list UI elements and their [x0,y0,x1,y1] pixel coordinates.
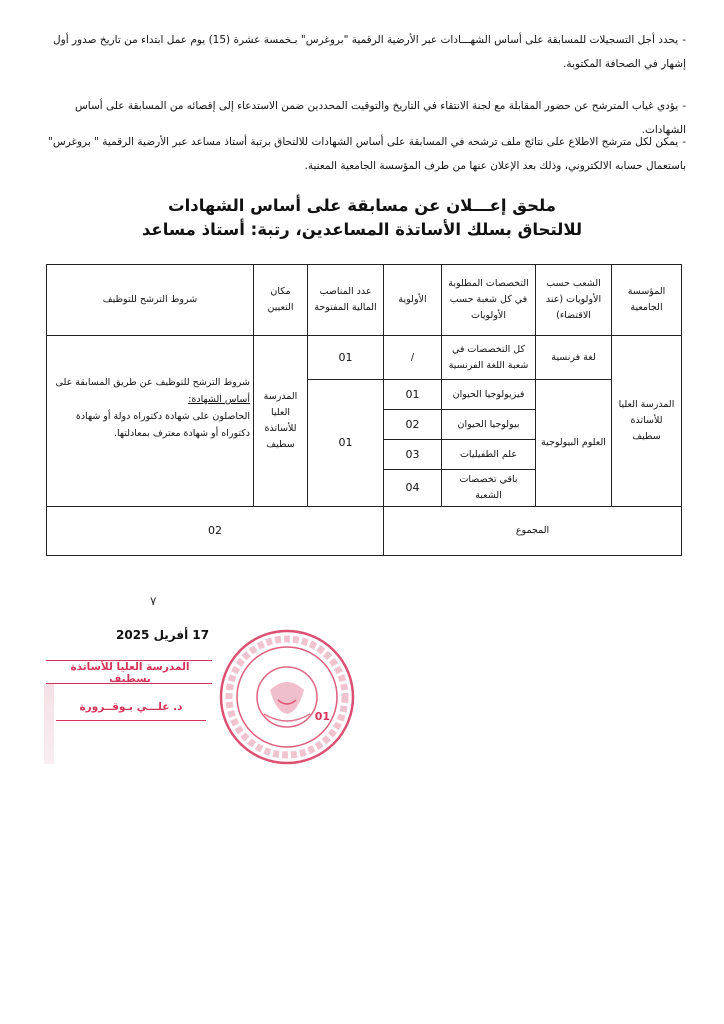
stamp-signatory: د. علـــي بـوقــرورة [79,701,183,713]
cell-institution: المدرسة العليا للأساتذة سطيف [612,336,682,507]
table-header-row [47,265,682,336]
annex-subtitle: للالتحاق بسلك الأساتذة المساعدين، رتبة: أستاذ مساعد [141,220,583,239]
cell-priority: 03 [384,440,442,470]
header-institution: المؤسسة الجامعية [612,265,682,336]
seal-number: 01 [314,710,330,723]
bullet-dash: - [682,136,686,148]
handwritten-mark: ٧ [150,594,157,608]
annex-title: ملحق إعـــلان عن مسابقة على أساس الشهادات [167,196,557,215]
cell-branch-bio: العلوم البيولوجية [536,380,612,507]
cell-conditions [47,336,254,507]
conditions-text: الحاصلون على شهادة دكتوراه دولة أو شهادة دكتوراه أو شهادة معترف بمعادلتها. [75,411,250,439]
positions-table [46,264,682,556]
header-conditions: شروط الترشح للتوظيف [47,265,254,336]
paragraph-text: يمكن لكل مترشح الاطلاع على نتائج ملف ترشحه في المسابقة على أساس الشهادات للالتحاق برتبة أستاذ مساعد عبر الأرضية الرقمية " بروغرس" باستعمال حسابه الالكتروني، وذلك بعد الإعلان عنها من طرف المؤسسة الجامعية المعنية. [48,136,686,172]
cell-specialty-french: كل التخصصات في شعبة اللغة الفرنسية [442,336,536,380]
bullet-dash: - [682,34,686,46]
cell-total-value: 02 [47,507,384,556]
cell-total-label: المجموع [384,507,682,556]
conditions-basis: أساس الشهادة: [188,394,250,405]
header-positions: عدد المناصب المالية المفتوحة [308,265,384,336]
cell-specialty: باقي تخصصات الشعبة [442,470,536,507]
cell-specialty: بيولوجيا الحيوان [442,410,536,440]
bullet-dash: - [682,100,686,112]
table-total-row [47,507,682,556]
header-specialties: التخصصات المطلوبة في كل شعبة حسب الأولويات [442,265,536,336]
paragraph-registration-deadline [32,28,686,76]
official-seal-icon [218,628,356,766]
stamp-institution: المدرسة العليا للأساتذة بسطيف [70,661,190,685]
header-branch: الشعب حسب الأولويات (عند الاقتضاء) [536,265,612,336]
cell-location: المدرسة العليا للأساتذة سطيف [254,336,308,507]
cell-priority-french: / [384,336,442,380]
signature-date: 17 أفريل 2025 [116,628,210,642]
conditions-intro: شروط الترشح للتوظيف عن طريق المسابقة على [55,377,250,388]
paragraph-results-access [32,130,686,178]
header-priority: الأولوية [384,265,442,336]
cell-branch-french: لغة فرنسية [536,336,612,380]
header-location: مكان التعيين [254,265,308,336]
cell-positions-french: 01 [308,336,384,380]
paragraph-text: يحدد أجل التسجيلات للمسابقة على أساس الشهـــادات عبر الأرضية الرقمية "بروغرس" بـخمسة عشرة (15) يوم عمل ابتداء من تاريخ صدور أول إشهار في الصحافة المكتوبة. [53,34,686,70]
stamp-smudge [44,684,54,764]
cell-specialty: فيزيولوجيا الحيوان [442,380,536,410]
cell-priority: 04 [384,470,442,507]
table-row [47,336,682,380]
cell-priority: 02 [384,410,442,440]
paragraph-text: يؤدي غياب المترشح عن حضور المقابلة مع لجنة الانتقاء في التاريخ والتوقيت المحددين ضمن الاستدعاء إلى إقصائه من المسابقة على أساس الشهادات. [74,100,686,136]
cell-positions-bio: 01 [308,380,384,507]
cell-priority: 01 [384,380,442,410]
cell-specialty: علم الطفيليات [442,440,536,470]
